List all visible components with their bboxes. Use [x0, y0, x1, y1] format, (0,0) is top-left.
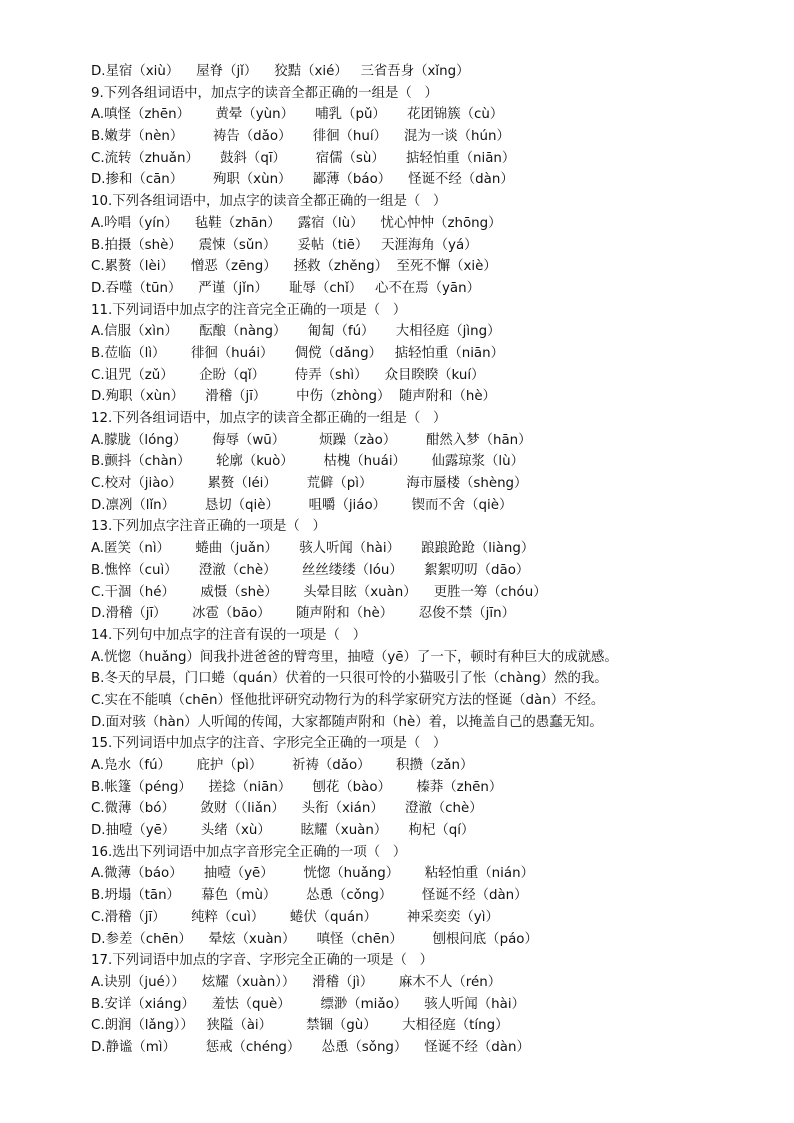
option-9a: A.嗔怪（zhēn） 黄晕（yùn） 哺乳（pǔ） 花团锦簇（cù）: [91, 107, 504, 123]
option-12c: C.校对（jiào） 累赘（léi） 荒僻（pì） 海市蜃楼（shèng）: [91, 476, 528, 492]
question-14: 14.下列句中加点字的注音有误的一项是（ ）: [91, 627, 367, 643]
question-13: 13.下列加点字注音正确的一项是（ ）: [91, 519, 326, 535]
question-12: 12.下列各组词语中，加点字的读音全都正确的一组是（ ）: [91, 411, 447, 426]
option-10c: C.累赘（lèi） 憎恶（zēng） 拯救（zhěng） 至死不懈（xiè）: [91, 259, 497, 275]
question-16: 16.选出下列词语中加点字音形完全正确的一项（ ）: [91, 844, 407, 860]
option-17d: D.静谧（mì） 惩戒（chéng） 怂恿（sǒng） 怪诞不经（dàn）: [91, 1039, 530, 1055]
option-16b: B.坍塌（tān） 幕色（mù） 怂恿（cǒng） 怪诞不经（dàn）: [91, 888, 528, 904]
option-10a: A.吟唱（yín） 毡鞋（zhān） 露宿（lù） 忧心忡忡（zhōng）: [91, 215, 502, 231]
option-15a: A.凫水（fú） 庇护（pì） 祈祷（dǎo） 积攒（zǎn）: [91, 758, 474, 773]
option-14b: B.冬天的早晨，门口蜷（quán）伏着的一只很可怜的小猫吸引了怅（chàng）然的我。: [91, 671, 608, 687]
option-9d: D.掺和（cān） 殉职（xùn） 鄙薄（báo） 怪诞不经（dàn）: [91, 172, 514, 188]
option-13a: A.匿笑（nì） 蜷曲（juǎn） 骇人听闻（hài） 踉踉跄跄（liàng）: [91, 541, 535, 557]
option-8d: D.星宿（xiù） 屋脊（jǐ） 狡黠（xié） 三省吾身（xǐng）: [91, 64, 470, 79]
option-11b: B.莅临（lì） 徘徊（huái） 倜傥（dǎng） 掂轻怕重（niān）: [91, 345, 504, 361]
option-14d: D.面对骇（hàn）人听闻的传闻，大家都随声附和（hè）着，以掩盖自己的愚蠢无知。: [91, 714, 603, 730]
option-12b: B.颤抖（chàn） 轮廓（kuò） 枯槐（huái） 仙露琼浆（lù）: [91, 454, 525, 470]
option-13d: D.滑稽（jī） 冰雹（bāo） 随声附和（hè） 忍俊不禁（jīn）: [91, 606, 515, 622]
option-11c: C.诅咒（zǔ） 企盼（qǐ） 侍弄（shì） 众目睽睽（kuí）: [91, 367, 485, 383]
option-9b: B.嫩芽（nèn） 祷告（dǎo） 徘徊（huí） 混为一谈（hún）: [91, 129, 510, 145]
option-12d: D.凛冽（lǐn） 恳切（qiè） 咀嚼（jiáo） 锲而不舍（qiè）: [91, 497, 513, 513]
question-15: 15.下列词语中加点字的注音、字形完全正确的一项是（ ）: [91, 736, 447, 752]
option-17c: C.朗润（lǎng）） 狭隘（ài） 禁锢（gù） 大相径庭（tíng）: [91, 1018, 509, 1034]
option-17a: A.诀别（jué）） 炫耀（xuàn）） 滑稽（jì） 麻木不人（rén）: [91, 974, 502, 990]
option-10d: D.吞噬（tūn） 严谨（jǐn） 耻辱（chǐ） 心不在焉（yān）: [91, 280, 481, 296]
option-16a: A.微薄（báo） 抽噎（yē） 恍惚（huǎng） 粘轻怕重（nián）: [91, 866, 534, 882]
option-13b: B.憔悴（cuì） 澄澈（chè） 丝丝缕缕（lóu） 絮絮叨叨（dāo）: [91, 562, 530, 578]
option-10b: B.拍摄（shè） 震悚（sǔn） 妥帖（tiē） 天涯海角（yá）: [91, 237, 478, 253]
option-14c: C.实在不能嗔（chēn）怪他批评研究动物行为的科学家研究方法的怪诞（dàn）不经。: [91, 692, 605, 708]
option-11d: D.殉职（xùn） 滑稽（jī） 中伤（zhòng） 随声附和（hè）: [91, 389, 496, 405]
option-13c: C.干涸（hé） 威慑（shè） 头晕目眩（xuàn） 更胜一筹（chóu）: [91, 584, 547, 600]
option-14a: A.恍惚（huǎng）间我扑进爸爸的臂弯里，抽噎（yē）了一下，顿时有种巨大的成就感。: [91, 649, 618, 665]
option-12a: A.朦胧（lóng） 侮辱（wū） 烦躁（zào） 酣然入梦（hān）: [91, 432, 532, 448]
question-10: 10.下列各组词语中，加点字的读音全都正确的一组是（ ）: [91, 194, 447, 210]
question-17: 17.下列词语中加点的字音、字形完全正确的一项是（ ）: [91, 953, 434, 969]
option-17b: B.安详（xiáng） 羞怯（què） 缥渺（miǎo） 骇人听闻（hài）: [91, 996, 525, 1012]
option-11a: A.信服（xìn） 酝酿（nàng） 匍匐（fú） 大相径庭（jìng）: [91, 324, 501, 340]
option-16c: C.滑稽（jī） 纯粹（cuì） 蜷伏（quán） 神采奕奕（yì）: [91, 909, 499, 925]
question-11: 11.下列词语中加点字的注音完全正确的一项是（ ）: [91, 302, 407, 318]
option-15d: D.抽噎（yē） 头绪（xù） 眩耀（xuàn） 枸杞（qí）: [91, 823, 475, 839]
option-15b: B.帐篷（péng） 搓捻（niān） 刨花（bào） 榛莽（zhēn）: [91, 779, 503, 795]
option-16d: D.参差（chēn） 晕炫（xuàn） 嗔怪（chēn） 刨根问底（páo）: [91, 931, 538, 947]
question-9: 9.下列各组词语中，加点字的读音全都正确的一组是（ ）: [91, 85, 438, 101]
option-15c: C.微薄（bó） 敛财（（liǎn） 头衔（xián） 澄澈（chè）: [91, 801, 483, 817]
exam-page: [91, 61, 751, 1059]
option-9c: C.流转（zhuǎn） 鼓斜（qī） 宿儒（sù） 掂轻怕重（niān）: [91, 150, 516, 166]
